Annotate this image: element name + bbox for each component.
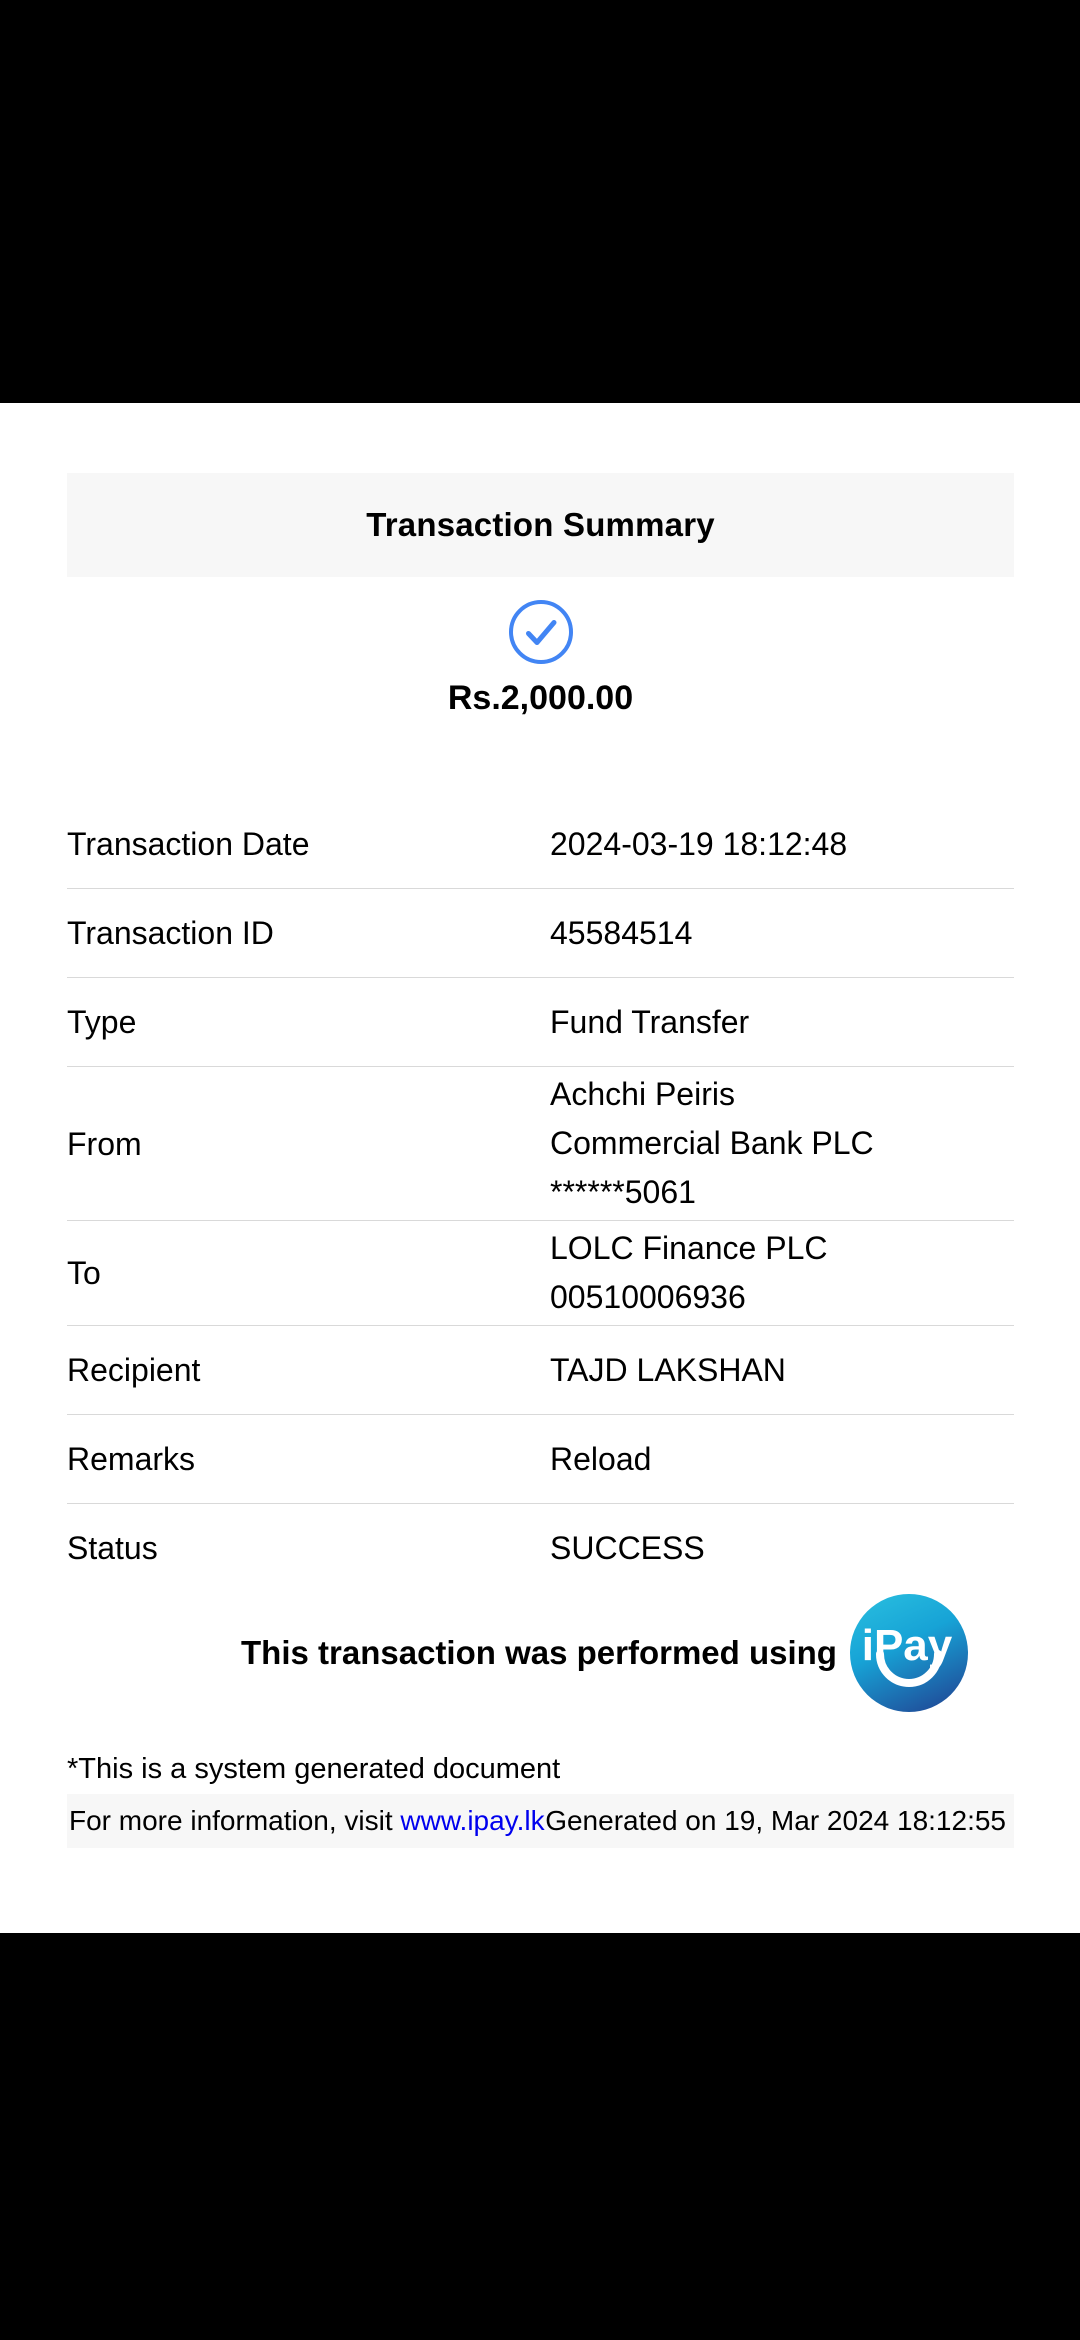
generated-timestamp: Generated on 19, Mar 2024 18:12:55 bbox=[545, 1805, 1006, 1836]
table-row bbox=[67, 1326, 1014, 1415]
row-value: TAJD LAKSHAN bbox=[550, 1352, 786, 1388]
row-value: Commercial Bank PLC ******5061 bbox=[550, 1125, 874, 1210]
table-row bbox=[67, 1504, 1014, 1592]
transaction-receipt-page bbox=[0, 403, 1080, 1933]
row-label: From bbox=[67, 1125, 142, 1162]
row-label: Transaction ID bbox=[67, 915, 274, 951]
performed-using-text: This transaction was performed using bbox=[241, 1634, 837, 1671]
status-value: SUCCESS bbox=[550, 1530, 705, 1566]
success-check-icon bbox=[508, 599, 574, 665]
system-generated-note: *This is a system generated document bbox=[67, 1753, 561, 1785]
row-value: Fund Transfer bbox=[550, 1004, 750, 1040]
page-title-bar bbox=[67, 473, 1014, 577]
row-value: Reload bbox=[550, 1441, 652, 1477]
row-value: 2024-03-19 18:12:48 bbox=[550, 826, 848, 862]
table-row bbox=[67, 978, 1014, 1067]
transaction-amount: Rs.2,000.00 bbox=[447, 679, 634, 717]
ipay-website-link[interactable]: www.ipay.lk bbox=[400, 1805, 545, 1836]
footer-info-text: For more information, visit bbox=[69, 1805, 401, 1836]
row-label: Recipient bbox=[67, 1352, 201, 1388]
row-label: Type bbox=[67, 1004, 137, 1040]
footer-info bbox=[69, 1805, 545, 1837]
table-row bbox=[67, 1067, 1014, 1221]
row-value: LOLC Finance PLC bbox=[550, 1230, 828, 1266]
row-label: Status bbox=[67, 1530, 158, 1566]
top-letterbox bbox=[0, 0, 1080, 403]
ipay-logo-text: iPay bbox=[861, 1621, 953, 1670]
table-row bbox=[67, 1221, 1014, 1326]
page-title: Transaction Summary bbox=[366, 506, 715, 543]
performed-using-row bbox=[131, 1594, 1078, 1712]
row-value: Achchi Peiris bbox=[550, 1076, 735, 1112]
row-value: 00510006936 bbox=[550, 1279, 746, 1315]
row-label: Transaction Date bbox=[67, 826, 310, 862]
row-value: 45584514 bbox=[550, 915, 693, 951]
row-label: To bbox=[67, 1255, 101, 1291]
transaction-details-table bbox=[67, 800, 1014, 1592]
bottom-letterbox bbox=[0, 1933, 1080, 2340]
table-row bbox=[67, 800, 1014, 889]
table-row bbox=[67, 1415, 1014, 1504]
row-label: Remarks bbox=[67, 1441, 196, 1477]
success-check-wrap bbox=[67, 599, 1014, 665]
footer-bar bbox=[67, 1794, 1014, 1848]
table-row bbox=[67, 889, 1014, 978]
ipay-logo-icon bbox=[850, 1594, 968, 1712]
